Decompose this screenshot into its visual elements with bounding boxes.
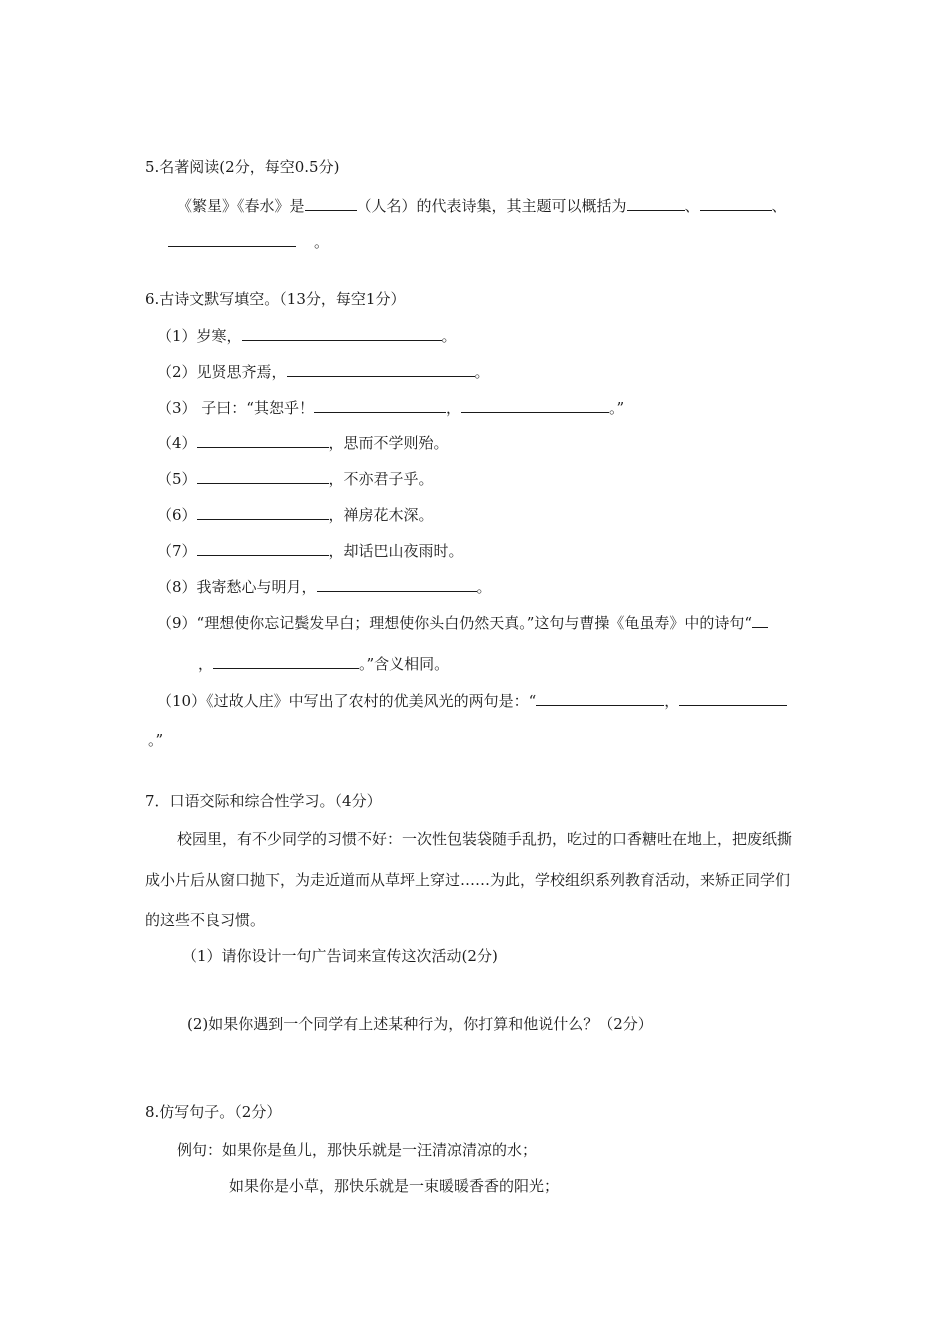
q6-item-4-text: ，思而不学则殆。 <box>328 434 449 452</box>
q6-item-9-cont <box>198 654 449 674</box>
q6-item-1-text: （1）岁寒， <box>157 327 242 345</box>
q6-item-3-text: （3） 子曰：“其恕乎！ <box>157 399 314 417</box>
q6-item-9-blank-1[interactable] <box>752 613 768 628</box>
q6-item-3-mid: ， <box>445 399 461 417</box>
q6-item-3-end: 。” <box>609 399 625 417</box>
q6-item-10-end: 。” <box>148 731 164 749</box>
q5-line2-end: 。 <box>314 233 330 251</box>
q6-item-3 <box>157 398 624 418</box>
q5-line1-a: 《繁星》《春水》是 <box>177 197 305 215</box>
q6-item-2-blank[interactable] <box>287 362 475 377</box>
q6-item-3-blank-2[interactable] <box>461 398 609 413</box>
q6-item-10-mid: ， <box>664 692 680 710</box>
q6-item-7 <box>157 541 464 561</box>
q6-item-5-num: （5） <box>157 470 197 488</box>
q6-heading: 6.古诗文默写填空。（13分，每空1分） <box>145 290 406 308</box>
q5-blank-theme-3[interactable] <box>168 232 296 247</box>
q6-item-9-text: （9）“理想使你忘记鬓发早白；理想使你头白仍然天真。”这句与曹操《龟虽寿》中的诗句“ <box>157 614 753 632</box>
q6-item-5-blank[interactable] <box>197 469 329 484</box>
q5-blank-author[interactable] <box>305 196 357 211</box>
q6-item-2-text: （2）见贤思齐焉， <box>157 363 287 381</box>
q6-item-1-end: 。 <box>441 327 457 345</box>
q7-para-line-3: 的这些不良习惯。 <box>145 911 266 929</box>
q5-blank-theme-1[interactable] <box>627 196 685 211</box>
q6-item-5-text: ，不亦君子乎。 <box>328 470 434 488</box>
q6-item-6-text: ，禅房花木深。 <box>328 506 434 524</box>
q6-item-4 <box>157 433 449 453</box>
q8-example-2: 如果你是小草，那快乐就是一束暖暖香香的阳光； <box>229 1177 560 1195</box>
q8-example-1: 例句：如果你是鱼儿，那快乐就是一汪清凉清凉的水； <box>177 1141 538 1159</box>
q6-item-6 <box>157 505 434 525</box>
q6-item-4-blank[interactable] <box>197 433 329 448</box>
q5-line1 <box>177 196 787 216</box>
q6-item-9 <box>157 613 768 633</box>
q7-para-line-2: 成小片后从窗口抛下，为走近道而从草坪上穿过……为此，学校组织系列教育活动，来矫正同学们 <box>145 871 791 889</box>
q6-item-7-blank[interactable] <box>197 541 329 556</box>
q8-heading: 8.仿写句子。（2分） <box>145 1103 282 1121</box>
q6-item-3-blank-1[interactable] <box>314 398 446 413</box>
q6-item-1-blank[interactable] <box>242 326 442 341</box>
q5-line2 <box>168 232 329 252</box>
q6-item-1 <box>157 326 457 346</box>
q6-item-9-blank-2[interactable] <box>213 654 359 669</box>
q6-item-2 <box>157 362 490 382</box>
q6-item-9-cont-end: 。”含义相同。 <box>359 655 450 673</box>
q5-line1-b: （人名）的代表诗集，其主题可以概括为 <box>356 197 627 215</box>
q6-item-2-end: 。 <box>474 363 490 381</box>
q5-blank-theme-2[interactable] <box>700 196 772 211</box>
q6-item-8-text: （8）我寄愁心与明月， <box>157 578 317 596</box>
q6-item-10-blank-1[interactable] <box>536 691 664 706</box>
q6-item-10-blank-2[interactable] <box>679 691 787 706</box>
q5-heading: 5.名著阅读(2分，每空0.5分) <box>145 158 340 176</box>
q6-item-8-end: 。 <box>476 578 492 596</box>
q6-item-6-num: （6） <box>157 506 197 524</box>
q5-sep1: 、 <box>684 197 700 215</box>
q7-para-line-1: 校园里，有不少同学的习惯不好：一次性包装袋随手乱扔，吃过的口香糖吐在地上，把废纸撕 <box>177 830 793 848</box>
q6-item-6-blank[interactable] <box>197 505 329 520</box>
q6-item-8 <box>157 577 492 597</box>
q7-sub-2: (2)如果你遇到一个同学有上述某种行为，你打算和他说什么？（2分） <box>187 1015 653 1033</box>
q6-item-10-text: （10）《过故人庄》中写出了农村的优美风光的两句是：“ <box>157 692 537 710</box>
q5-sep2: 、 <box>771 197 787 215</box>
q7-heading: 7．口语交际和综合性学习。（4分） <box>145 792 382 810</box>
q6-item-8-blank[interactable] <box>317 577 477 592</box>
q6-item-7-num: （7） <box>157 542 197 560</box>
q6-item-5 <box>157 469 434 489</box>
q6-item-7-text: ，却话巴山夜雨时。 <box>328 542 464 560</box>
q7-sub-1: （1）请你设计一句广告词来宣传这次活动(2分) <box>182 947 498 965</box>
q6-item-9-cont-pre: ， <box>198 655 214 673</box>
q6-item-10 <box>157 691 787 711</box>
q6-item-4-num: （4） <box>157 434 197 452</box>
